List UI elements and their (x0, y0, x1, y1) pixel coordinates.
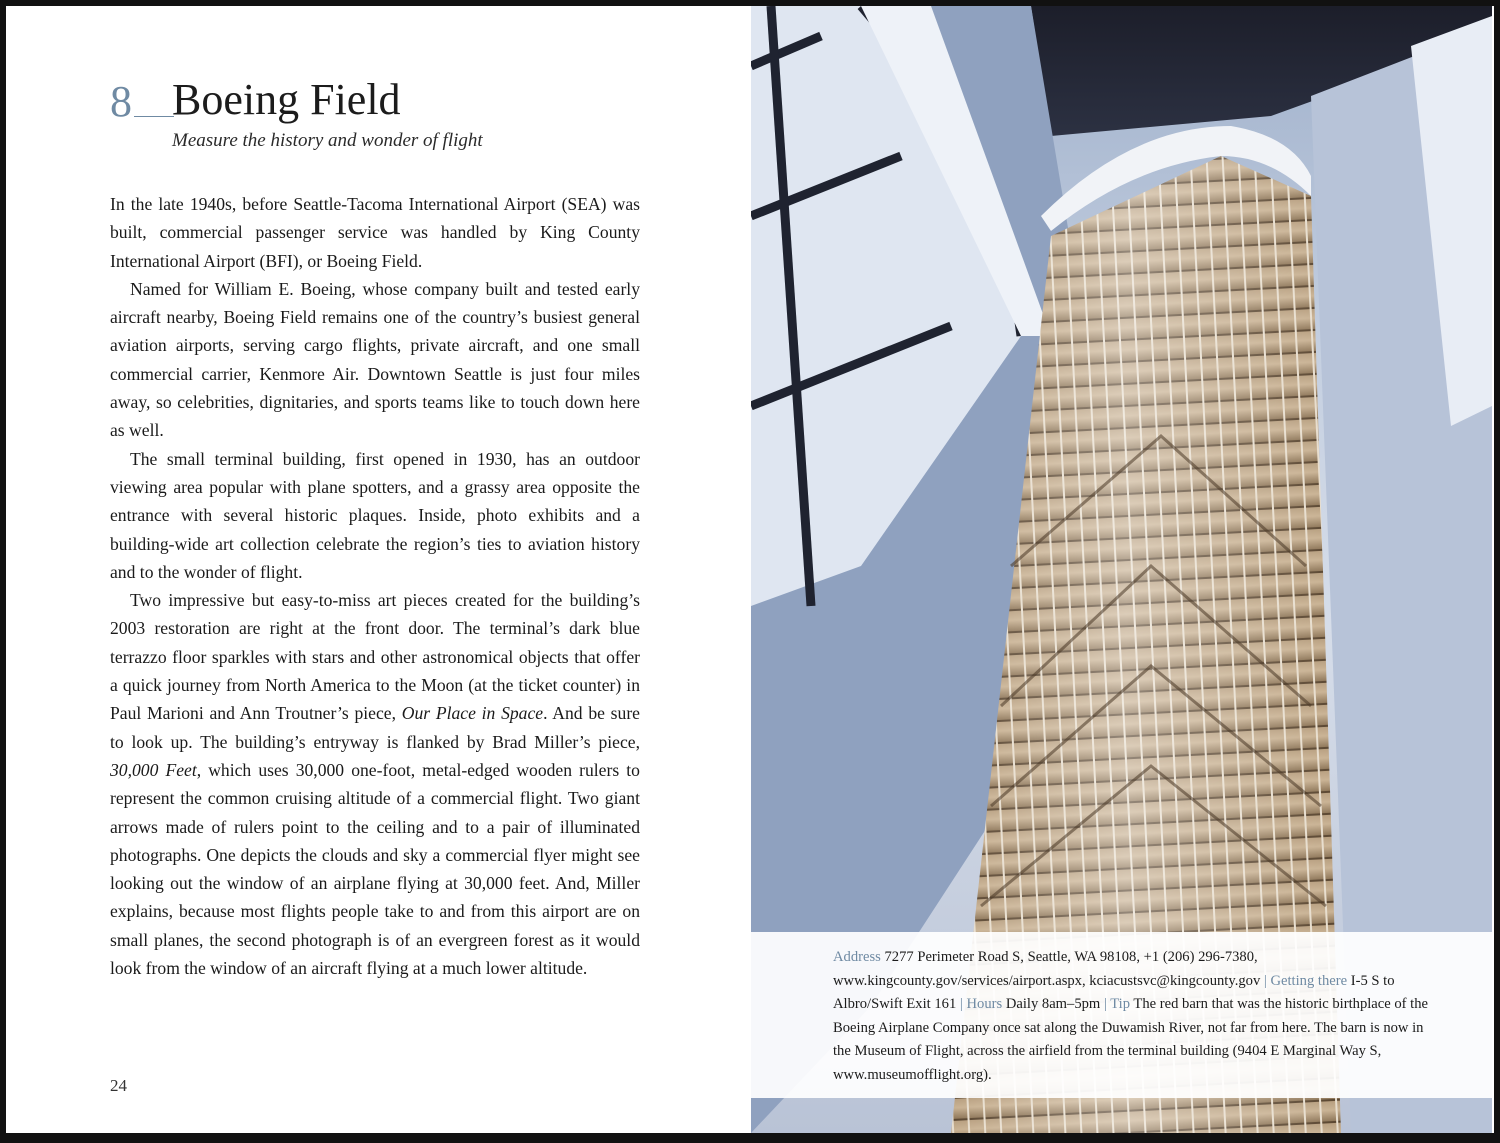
paragraph-2-text: Named for William E. Boeing, whose company built and tested early aircraft nearby, Boeing Field remains one of the country’s busiest general aviation airports, serving cargo flights, private aircraft, and one small commercial carrier, Kenmore Air. Downtown Seattle is just four miles away, so celebrities, dignitaries, and sports teams like to touch down here as well. (110, 278, 640, 441)
separator-2: | (959, 996, 963, 1013)
getting-there-label: Getting there (1270, 972, 1348, 989)
chapter-rule (134, 116, 174, 117)
info-caption (833, 946, 1433, 1088)
artwork-title-our-place-in-space: Our Place in Space (401, 703, 544, 724)
hours-label: Hours (966, 996, 1003, 1013)
paragraph-1-text: In the late 1940s, before Seattle-Tacoma International Airport (SEA) was built, commercial passenger service was handled by King County International Airport (BFI), or Boeing Field. (110, 194, 640, 271)
chapter-title: Boeing Field (172, 75, 401, 124)
chapter-number: 8 (110, 77, 132, 126)
paragraph-1 (110, 190, 640, 275)
tip-text: The red barn that was the historic birthplace of the Boeing Airplane Company once sat along the Duwamish River, not far from here. The barn is now in the Museum of Flight, across the airfield from the terminal building (9404 E Marginal Way S, www.museumofflight.org). (833, 996, 1429, 1083)
getting-there-text: I-5 S to Albro/Swift Exit 161 (833, 972, 1395, 1013)
chapter-subtitle: Measure the history and wonder of flight (172, 130, 483, 151)
paragraph-4-text-b: . And be sure to look up. The building’s entryway is flanked by Brad Miller’s piece, (110, 703, 640, 752)
hours-text: Daily 8am–5pm (1005, 996, 1101, 1013)
paragraph-4-text-a: Two impressive but easy-to-miss art pieces created for the building’s 2003 restoration are right at the front door. The terminal’s dark blue terrazzo floor sparkles with stars and other astronomical objects that offer a quick journey from North America to the Moon (at the ticket counter) in Paul Marioni and Ann Troutner’s piece, (110, 590, 640, 724)
address-label: Address (833, 949, 881, 965)
separator-3: | (1103, 996, 1107, 1013)
page-number: 24 (110, 1076, 127, 1095)
paragraph-3-text: The small terminal building, first opened in 1930, has an outdoor viewing area popular with plane spotters, and a grassy area opposite the entrance with several historic plaques. Inside, photo exhibits and a building-wide art collection celebrate the region’s ties to aviation history and to the wonder of flight. (110, 448, 640, 582)
artwork-title-30000-feet: 30,000 Feet (110, 759, 197, 780)
body-text (110, 190, 640, 982)
paragraph-4 (110, 586, 640, 982)
photo-ruler-sculpture (751, 6, 1492, 1133)
address-text: 7277 Perimeter Road S, Seattle, WA 98108, +1 (206) 296-7380, www.kingcounty.gov/services/airport.aspx, kciacustsvc@kingcounty.gov (833, 949, 1261, 989)
paragraph-2 (110, 275, 640, 445)
tip-label: Tip (1110, 996, 1131, 1013)
separator-1: | (1263, 972, 1267, 989)
paragraph-3 (110, 445, 640, 586)
left-page (6, 6, 751, 1133)
paragraph-4-text-c: , which uses 30,000 one-foot, metal-edged wooden rulers to represent the common cruising altitude of a commercial flight. Two giant arrows made of rulers point to the ceiling and to a pair of illuminated photographs. One depicts the clouds and sky a commercial flyer might see looking out the window of an airplane flying at 30,000 feet. And, Miller explains, because most flights people take to and from this airport are on small planes, the second photograph is of an evergreen forest as it would look from the window of an aircraft flying at a much lower altitude. (110, 759, 640, 979)
